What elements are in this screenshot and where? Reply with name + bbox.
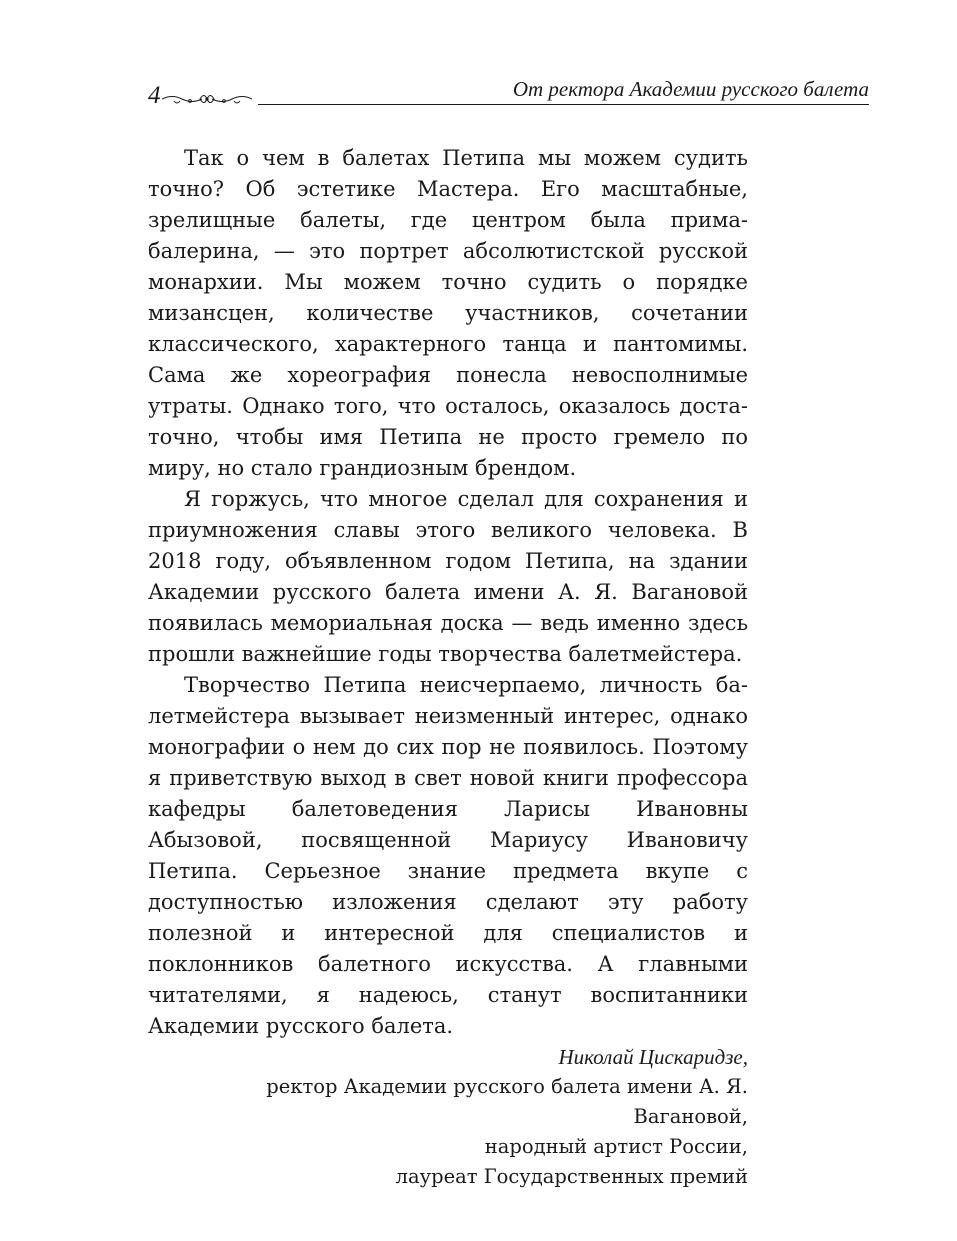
author-title-laureate: лауреат Государственных премий — [395, 1165, 748, 1188]
paragraph-3: Творчество Петипа неисчерпаемо, личность балетмейстера вызывает неизменный интерес, однако монографии о нем до сих пор не появилось. Поэтому я приветствую выход в свет новой книги профессора кафедры балетоведения Ларисы Ивановны Абызовой, посвященной Мариусу Ивановичу Петипа. Серьезное знание предмета вкупе с доступностью изложения сделают эту работу полезной и интересной для специалистов и поклонников балетного искусства. А главными читателями, я надеюсь, станут воспитанники Академии русского балета. — [148, 673, 748, 1038]
header-rule — [258, 104, 869, 105]
ornament-flourish-icon — [160, 90, 254, 108]
running-header — [148, 76, 869, 112]
author-title-rector: ректор Академии русского балета имени А. Я. Вагановой, — [266, 1075, 748, 1128]
paragraph-2: Я горжусь, что многое сделал для сохранения и приумножения славы этого великого человека. В 2018 году, объявленном годом Петипа, на здании Академии русского балета имени А. Я. Вагановой появилась мемориальная доска — ведь именно здесь прошли важнейшие годы творчества балетмейстера. — [148, 487, 748, 666]
running-title: От ректора Академии русского балета — [512, 77, 869, 101]
paragraph-1: Так о чем в балетах Петипа мы можем судить точно? Об эстетике Мастера. Его масштабные, зрелищные балеты, где центром была прима-балерина, — это портрет абсолютистской русской монархии. Мы можем точно судить о порядке мизансцен, количестве участников, сочетании классического, характерного танца и пантомимы. Сама же хореография понесла невосполнимые утраты. Однако того, что осталось, оказалось достаточно, чтобы имя Петипа не просто гремело по миру, но стало грандиозным брендом. — [148, 146, 748, 480]
page-number: 4 — [148, 82, 161, 109]
body-text — [148, 143, 748, 1192]
signature-block — [148, 1042, 748, 1192]
author-title-artist: народный артист России, — [484, 1135, 748, 1158]
author-name: Николай Цискаридзе, — [558, 1045, 748, 1069]
